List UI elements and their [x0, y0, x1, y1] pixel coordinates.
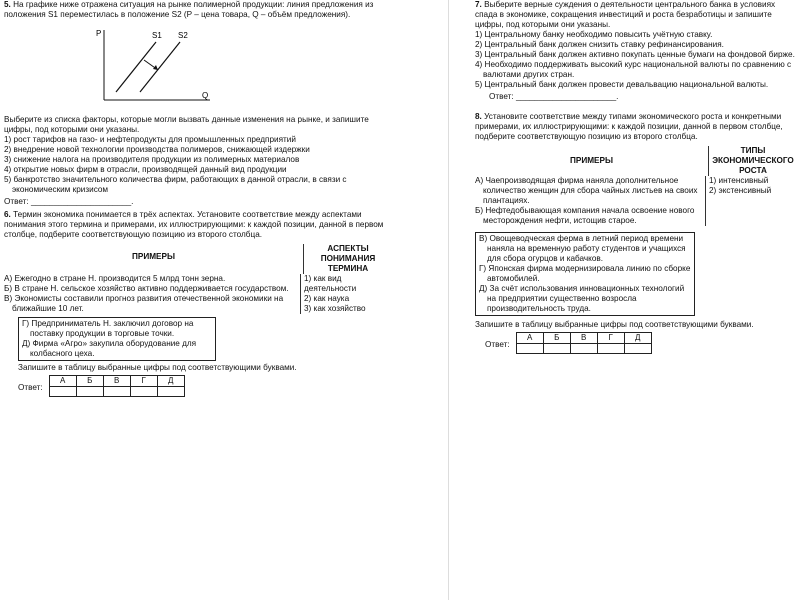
s1-curve [116, 42, 156, 92]
q6-aspect: 3) как хозяйство [304, 304, 366, 313]
supply-shift-graph [94, 26, 214, 106]
q6-letter: В [103, 376, 130, 387]
q6-letter: Г [130, 376, 157, 387]
q6-col-aspects: АСПЕКТЫ ПОНИМАНИЯ ТЕРМИНА [303, 244, 392, 274]
q8-letter: Г [597, 333, 624, 344]
q8-extra-examples [475, 232, 695, 316]
q8-example: В) Овощеводческая ферма в летний период времени наняла на временную работу студентов и учащихся для сбора огурцов и кабачков. [479, 234, 686, 263]
q-axis-label: Q [202, 91, 209, 100]
q6-answer-cell[interactable] [157, 387, 184, 397]
q7-text: Выберите верные суждения о деятельности центрального банка в условиях спада в экономике, сокращения инвестиций и роста безработицы и запишите цифры, под которыми они указаны. [475, 0, 776, 29]
q6-number: 6. [4, 210, 11, 219]
q6-answer-cell[interactable] [49, 387, 76, 397]
q6-answer-cell[interactable] [130, 387, 157, 397]
q8-text: Установите соответствие между типами экономического роста и конкретными примерами, их иллюстрирующими: к каждой позиции, данной в первом столбце, подберите соответствующую позицию из второго столбца. [475, 112, 783, 141]
q6-example: В) Экономисты составили прогноз развития отечественной экономики на ближайшие 10 лет. [4, 294, 284, 313]
q5-option: 5) банкротство значительного количества фирм, работающих в данной отрасли, в связи с экономическим кризисом [4, 175, 347, 194]
q5-text: На графике ниже отражена ситуация на рынке полимерной продукции: линия предложения из положения S1 переместилась в положение S2 (P – цена товара, Q – объём предложения). [4, 0, 374, 19]
q8-match-table [475, 176, 797, 226]
q8-write-prompt: Запишите в таблицу выбранные цифры под соответствующими буквами. [475, 320, 754, 329]
q6-letter: Д [157, 376, 184, 387]
q5-option: 2) внедрение новой технологии производства полимеров, снижающей издержки [4, 145, 310, 154]
q5-prompt: Выберите из списка факторы, которые могли вызвать данные изменения на рынке, и запишите цифры, под которыми они указаны. [4, 115, 369, 134]
q6-example: Г) Предприниматель Н. заключил договор на поставку продукции в торговые точки. [22, 319, 194, 338]
q6-answer-table [49, 375, 185, 397]
q8-type: 1) интенсивный [709, 176, 769, 185]
question-5 [4, 0, 392, 207]
q7-option: 4) Необходимо поддерживать высокий курс национальной валюты по сравнению с валютами других стран. [475, 60, 792, 79]
s1-label: S1 [152, 31, 162, 40]
q8-answer-label: Ответ: [485, 340, 510, 349]
q8-answer-cell[interactable] [624, 344, 651, 354]
q8-answer-cell[interactable] [570, 344, 597, 354]
q8-col-types: ТИПЫ ЭКОНОМИЧЕСКОГО РОСТА [708, 146, 797, 176]
q6-answer-row [18, 375, 392, 397]
q6-col-examples: ПРИМЕРЫ [132, 252, 175, 261]
q7-option: 2) Центральный банк должен снизить ставку рефинансирования. [475, 40, 724, 49]
q8-example: Б) Нефтедобывающая компания начала освоение нового месторождения нефти, истощив старое. [475, 206, 695, 225]
q6-extra-examples [18, 317, 216, 361]
s2-label: S2 [178, 31, 188, 40]
q6-aspect: 2) как наука [304, 294, 350, 303]
q8-example: А) Чаепроизводящая фирма наняла дополнительное количество женщин для сбора чайных листьев на своих плантациях. [475, 176, 698, 205]
question-8 [475, 112, 797, 354]
q5-option: 3) снижение налога на производителя продукции из полимерных материалов [4, 155, 300, 164]
q8-answer-cell[interactable] [543, 344, 570, 354]
q8-answer-table [516, 332, 652, 354]
right-column [475, 0, 797, 354]
p-axis-label: P [96, 29, 102, 38]
page-divider [448, 0, 449, 600]
q6-answer-cell[interactable] [76, 387, 103, 397]
q8-number: 8. [475, 112, 482, 121]
q5-answer[interactable]: Ответ: ______________________. [4, 197, 134, 206]
q6-letter: А [49, 376, 76, 387]
q5-option: 4) открытие новых фирм в отрасли, производящей данный вид продукции [4, 165, 287, 174]
left-column [4, 0, 392, 397]
q7-answer[interactable]: Ответ: ______________________. [489, 92, 619, 101]
question-6 [4, 210, 392, 397]
s2-curve [140, 42, 180, 92]
q8-table-header [475, 146, 797, 176]
q8-letter: В [570, 333, 597, 344]
q6-write-prompt: Запишите в таблицу выбранные цифры под соответствующими буквами. [18, 363, 297, 372]
q8-answer-cell[interactable] [516, 344, 543, 354]
q6-aspect: 1) как вид деятельности [304, 274, 357, 293]
q6-example: А) Ежегодно в стране Н. производится 5 млрд тонн зерна. [4, 274, 226, 283]
question-7 [475, 0, 797, 102]
q7-option: 5) Центральный банк должен провести девальвацию национальной валюты. [475, 80, 769, 89]
q6-example: Д) Фирма «Агро» закупила оборудование для колбасного цеха. [22, 339, 197, 358]
q8-answer-cell[interactable] [597, 344, 624, 354]
q7-number: 7. [475, 0, 482, 9]
q6-answer-cell[interactable] [103, 387, 130, 397]
q7-option: 1) Центральному банку необходимо повысить учётную ставку. [475, 30, 713, 39]
q8-letter: Б [543, 333, 570, 344]
q8-col-examples: ПРИМЕРЫ [570, 156, 613, 165]
q7-option: 3) Центральный банк должен активно покупать ценные бумаги на фондовой бирже. [475, 50, 795, 59]
q5-option: 1) рост тарифов на газо- и нефтепродукты для промышленных предприятий [4, 135, 296, 144]
q6-text: Термин экономика понимается в трёх аспектах. Установите соответствие между аспектами понимания этого термина и примерами, их иллюстрирующими: к каждой позиции, данной в первом столбце, подберите соответствующую позицию из второго столбца. [4, 210, 384, 239]
q6-example: Б) В стране Н. сельское хозяйство активно поддерживается государством. [4, 284, 289, 293]
q8-answer-row [485, 332, 797, 354]
q6-answer-label: Ответ: [18, 383, 43, 392]
q8-example: Г) Японская фирма модернизировала линию по сборке автомобилей. [479, 264, 691, 283]
q8-letter: Д [624, 333, 651, 344]
q6-letter: Б [76, 376, 103, 387]
q6-match-table [4, 274, 392, 314]
q8-example: Д) За счёт использования инновационных технологий на предприятии существенно возросла производительность труда. [479, 284, 685, 313]
q8-letter: А [516, 333, 543, 344]
q8-type: 2) экстенсивный [709, 186, 772, 195]
q6-table-header [4, 244, 392, 274]
q5-number: 5. [4, 0, 11, 9]
